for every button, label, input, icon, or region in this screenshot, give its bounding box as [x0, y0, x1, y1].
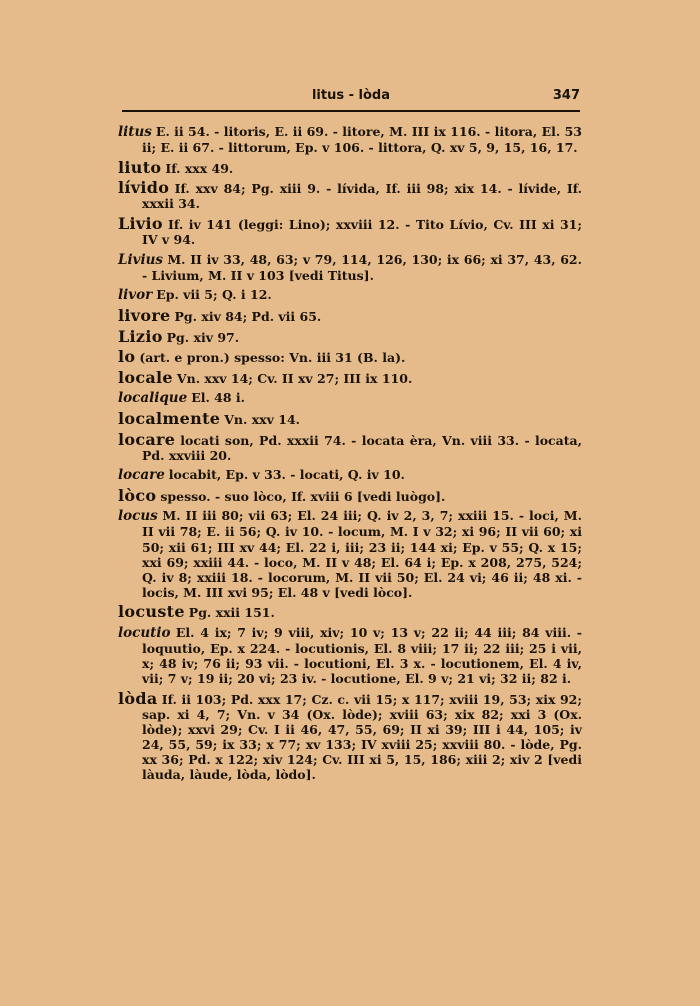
entry [118, 180, 582, 211]
entry-headword: livor [118, 287, 153, 304]
entry [118, 305, 582, 325]
entry-text: Ep. vii 5; Q. i 12. [156, 287, 272, 303]
entry [118, 213, 582, 248]
entry [118, 157, 582, 177]
dictionary-entries [118, 124, 582, 787]
entry-text: locabit, Ep. v 33. - locati, Q. iv 10. [168, 467, 405, 483]
entry-headword: lòda [118, 688, 158, 708]
entry-headword: lòco [118, 485, 157, 505]
entry-text: M. II iv 33, 48, 63; v 79, 114, 126, 130; ix 66; xi 37, 43, 62. - Livium, M. II v 103 [vedi Titus]. [142, 251, 582, 283]
entry [118, 688, 582, 783]
entry-text: Pg. xxii 151. [188, 605, 275, 621]
entry-headword: locus [118, 508, 158, 525]
entry-text: El. 48 i. [191, 390, 246, 406]
entry-text: Vn. xxv 14; Cv. II xv 27; III ix 110. [176, 370, 413, 386]
entry-text: Pg. xiv 84; Pd. vii 65. [174, 308, 322, 324]
entry-text: If. iv 141 (leggi: Lino); xxviii 12. - Tito Lívio, Cv. III xi 31; IV v 94. [142, 216, 582, 248]
entry-headword: localmente [118, 408, 221, 428]
entry [118, 508, 582, 600]
entry-text: Pg. xiv 97. [166, 329, 240, 345]
entry-text: M. II iii 80; vii 63; El. 24 iii; Q. iv 2, 3, 7; xxiii 15. - loci, M. II vii 78; E. ii 56; Q. iv 10. - locum, M. I v 32; xi 96; II vii 60; xi 50; xii 61; III xv 44; El. 22 i, iii; 23 ii; 144 xi; Ep. v 55; Q. x 15; xxi 69; xxiii 44. - loco, M. II v 48; El. 64 i; Ep. x 208, 275, 524; Q. iv 8; xxiii 18. - locorum, M. II vii 50; El. 24 vi; 46 ii; 48 xi. - locis, M. III xvi 95; El. 48 v [vedi lòco]. [142, 508, 582, 600]
entry [118, 604, 582, 620]
page-number: 347 [552, 88, 580, 103]
entry [118, 124, 582, 155]
entry-headword: localique [118, 390, 188, 407]
entry-text: If. xxx 49. [165, 160, 234, 176]
entry-headword: litus [118, 124, 152, 140]
entry-text: If. xxv 84; Pg. xiii 9. - lívida, If. iii 98; xix 14. - lívide, If. xxxii 34. [142, 181, 582, 212]
entry-headword: Lizio [118, 326, 163, 346]
entry [118, 252, 582, 283]
entry-headword: lívido [118, 178, 170, 198]
entry-text: spesso. - suo lòco, If. xviii 6 [vedi luògo]. [160, 488, 446, 504]
header-title: litus - lòda [311, 88, 391, 103]
entry-headword: Livius [118, 251, 164, 268]
entry-text: El. 4 ix; 7 iv; 9 viii, xiv; 10 v; 13 v; 22 ii; 44 iii; 84 viii. - loquutio, Ep. x 224. - locutionis, El. 8 viii; 17 ii; 22 iii; 25 i vii, x; 48 iv; 76 ii; 93 vii. - locutioni, El. 3 x. - locutionem, El. 4 iv, vii; 7 v; 19 ii; 20 vi; 23 iv. - locutione, El. 9 v; 21 vi; 32 ii; 82 i. [142, 625, 582, 687]
header-rule [122, 110, 580, 112]
entry-headword: locale [118, 367, 173, 387]
entry-text: If. ii 103; Pd. xxx 17; Cz. c. vii 15; x 117; xviii 19, 53; xix 92; sap. xi 4, 7; Vn. v 34 (Ox. lòde); xviii 63; xix 82; xxi 3 (Ox. lòde); xxvi 29; Cv. I ii 46, 47, 55, 69; II xi 39; III i 44, 105; iv 24, 55, 59; ix 33; x 77; xv 133; IV xviii 25; xxviii 80. - lòde, Pg. xx 36; Pd. x 122; xiv 124; Cv. III xi 5, 15, 186; xiii 2; xiv 2 [vedi làuda, làude, lòda, lòdo]. [142, 691, 582, 783]
entry [118, 390, 582, 406]
entry [118, 429, 582, 463]
entry-text: Vn. xxv 14. [224, 411, 300, 427]
entry [118, 349, 582, 365]
entry-text: E. ii 54. - litoris, E. ii 69. - litore, M. III ix 116. - litora, El. 53 ii; E. ii 67. - littorum, Ep. v 106. - littora, Q. xv 5, 9, 15, 16, 17. [142, 124, 582, 156]
entry [118, 485, 582, 505]
entry-headword: locuste [118, 602, 185, 622]
entry-headword: Livio [118, 213, 163, 233]
entry [118, 408, 582, 428]
entry [118, 287, 582, 303]
entry-headword: lo [118, 347, 136, 367]
entry [118, 625, 582, 686]
entry-headword: locare [118, 467, 165, 484]
entry-headword: locutio [118, 625, 171, 642]
entry-headword: liuto [118, 157, 162, 177]
entry-headword: locare [118, 429, 176, 449]
entry-headword: livore [118, 305, 171, 325]
entry-text: locati son, Pd. xxxii 74. - locata èra, Vn. viii 33. - locata, Pd. xxviii 20. [142, 432, 582, 463]
entry [118, 326, 582, 346]
entry [118, 467, 582, 483]
entry-text: (art. e pron.) spesso: Vn. iii 31 (B. la). [139, 350, 406, 366]
running-header [122, 88, 580, 108]
entry [118, 367, 582, 387]
